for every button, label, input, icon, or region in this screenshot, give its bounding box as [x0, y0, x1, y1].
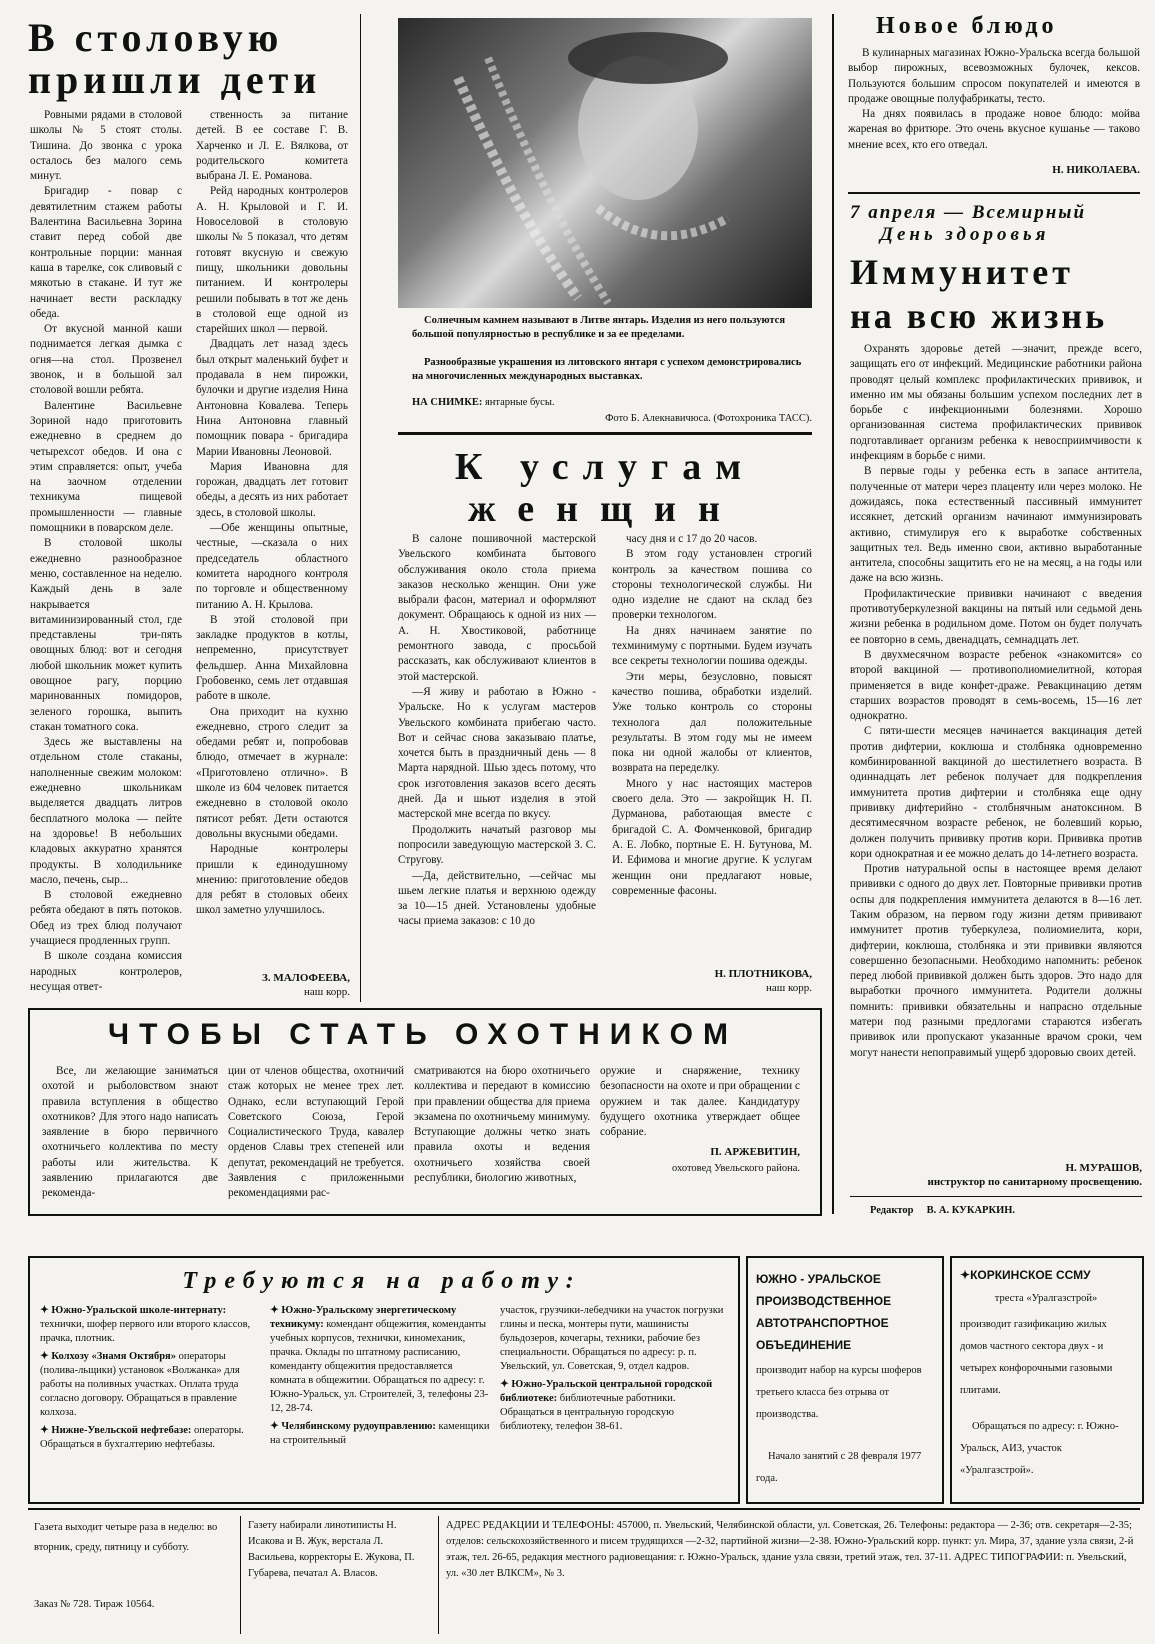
hunter-col-3: сматриваются на бюро охотничьего коллектива и передают в комиссию при правлении общества для приема экзамена по охотничьему минимуму. Вступающие должны четко знать правила охоты и ведения охотничьего хозяйства своей республики, биологию животных, — [414, 1065, 590, 1185]
job-org: ✦ Нижне-Увельской нефтебазе: — [40, 1425, 194, 1436]
amber-photo-illustration — [398, 18, 812, 308]
footer-rule — [28, 1508, 1140, 1510]
immunity-paragraph: Профилактические прививки начинают с введения противотуберкулезной вакцины на пятый или седьмой день жизни ребенка в родильном доме. Потом он будет получать ее повторно в семь, двенадцать, семнадцать лет. — [850, 587, 1142, 646]
dish-text — [848, 46, 1140, 158]
job-org: ✦ Колхозу «Знамя Октября» — [40, 1351, 179, 1362]
stolovaya-paragraph: В столовой ежедневно ребята обедают в пять потоков. Обед из трех блюд получают учащиеся продленных групп. — [30, 889, 182, 948]
photo-caption-2: Разнообразные украшения из литовского янтаря с успехом демонстрировались на многочисленных международных выставках. — [412, 357, 802, 382]
immunity-paragraph: Против натуральной оспы в настоящее время делают прививки с одного до двух лет. Повторные прививки против оспы для подкрепления иммунитета делаются в 8—16 лет. Таким образом, на первом году жизни детям прививают иммунитет против туберкулеза, полиомиелита, кори, дифтерии, коклюша, столбняка и эти прививки являются совершенно безопасными. Необходимо напомнить: ребенок перед любой прививкой должен быть здоров. Это надо для выработки прочного иммунитета. Родители должны помнить: прививки обязательны и напрасно отдельные матери под разными предлогами стараются избегать прививок или пропускают указанные врачом сроки, чем могут нанести непоправимый ущерб здоровью своих детей. — [850, 863, 1142, 1059]
job-listing — [270, 1420, 490, 1448]
immunity-paragraph: Охранять здоровье детей —значит, прежде всего, защищать его от инфекций. Медицинские работники района проводят целый комплекс профилактических прививок, и именно им мы обязаны большим успехом последних лет в борьбе с инфекционными болезнями. Хорошо организованная система профилактических прививок подготавливает организм ребенка к невосприимчивости к инфекциям в борьбе с ними. — [850, 343, 1142, 463]
job-listing — [40, 1424, 260, 1452]
footer-address: АДРЕС РЕДАКЦИИ И ТЕЛЕФОНЫ: 457000, п. Увельский, Челябинской области, ул. Советская, 26. Телефоны: редактора — 2-36; отв. секретаря—2-35; отделов: сельскохозяйственного и писем трудящихся —2-32, партийной жизни—2-38. Южно-Уральский корр. пункт: ул. Мира, 37, здание узла связи, 2-й этаж, тел. 26-65, редакция местного радиовещания: г. Южно-Уральск, здание узла связи, третий этаж, тел. 37-11. АДРЕС ТИПОГРАФИИ: п. Увельский, ул. «30 лет ВЛКСМ», № 3. — [446, 1520, 1134, 1579]
job-text: операторы (полива-льщики) установок «Волжанка» для работы на поливных участках. Оплата труда согласно договору. Обращаться в правление колхоза. — [40, 1351, 240, 1418]
women-paragraph: —Да, действительно, —сейчас мы шьем легкие платья и верхнюю одежду за 10—15 дней. Установлены удобные часы приема заказов: с 10 до — [398, 869, 596, 928]
auto-header-3: АВТОТРАНСПОРТНОЕ — [756, 1316, 889, 1330]
stolovaya-byline-role: наш корр. — [303, 986, 350, 998]
job-text: библиотечные работники. Обращаться в центральную городскую библиотеку, телефон 38-61. — [500, 1393, 676, 1432]
jobs-col-3 — [500, 1304, 728, 1496]
hunter-byline-role: охотовед Увельского района. — [672, 1163, 800, 1174]
immunity-paragraph: В первые годы у ребенка есть в запасе антитела, полученные от матери через плаценту или через молоко. Не дожидаясь, пока естественный пассивный иммунитет иссякнет, детский организм начинают иммунизировать активно, стимулируя его к выработке собственных защитных тел. Ведь именно свои, активно выработанные антитела, способны защитить его не на месяц, а на годы или даже на всю жизнь. — [850, 465, 1142, 585]
gas-header-text: КОРКИНСКОЕ ССМУ — [970, 1268, 1091, 1282]
stolovaya-paragraph: Народные контролеры пришли к единодушному мнению: приготовление обедов для ребят в столовых обеих школ заметно улучшилось. — [196, 843, 348, 917]
job-text: участок, грузчики-лебедчики на участок погрузки глины и песка, монтеры пути, машинисты бульдозеров, кочегары, техники, рабочие без специальности. Обращаться по адресу: р. п. Увельский, ул. Советская, 9, отдел кадров. — [500, 1305, 724, 1372]
photo-caption: Солнечным камнем называют в Литве янтарь. Изделия из него пользуются большой популярностью в республике и за ее пределами. — [412, 315, 786, 340]
footer-schedule: Газета выходит четыре раза в неделю: во вторник, среду, пятницу и субботу. — [34, 1522, 218, 1553]
women-title-2: женщин — [468, 488, 742, 530]
dish-paragraph: В кулинарных магазинах Южно-Уральска всегда большой выбор пирожных, всевозможных булочек, кексов. Пользуются большим спросом покупателей и имеются в продаже овощные полуфабрикаты, тесто. — [848, 47, 1140, 105]
auto-header — [756, 1268, 932, 1356]
job-org: ✦ Челябинскому рудоуправлению: — [270, 1421, 439, 1432]
women-paragraph: Много у нас настоящих мастеров своего дела. Это — закройщик Н. П. Дурманова, работающая вместе с бригадой С. А. Фомченковой, бригадир А. Е. Лобко, портные Е. Н. Бутунова, М. И. Ефимова и многие другие. К услугам женщин они предлагают новые, современные фасоны. — [612, 777, 812, 897]
dish-rule — [848, 192, 1140, 194]
immunity-paragraph: В двухмесячном возрасте ребенок «знакомится» со второй вакциной — противополиомиелитной, которая применяется в виде конфет-драже. Ревакцинацию детям старших возрастов проводят в семь-восемь, 15—16 лет однократно. — [850, 648, 1142, 723]
amber-beads-photo — [398, 18, 812, 308]
stolovaya-col-2 — [196, 108, 348, 958]
stolovaya-title-2: пришли дети — [28, 57, 322, 102]
stolovaya-title-1: В столовую — [28, 15, 284, 60]
gas-text-1: треста «Уралгазстрой» — [994, 1293, 1098, 1304]
hunter-col-1: Все, ли желающие заниматься охотой и рыболовством знают правила вступления в общество охотников? Для этого надо написать заявление в бюро первичного охотничьего коллектива по месту работы или жительства. К заявлению прилагаются две рекоменда- — [42, 1065, 218, 1200]
stolovaya-paragraph: Мария Ивановна для горожан, двадцать лет готовит обеды, а десять из них работает здесь, в столовой школы. — [196, 460, 348, 519]
stolovaya-paragraph: ственность за питание детей. В ее составе Г. В. Харченко и Л. Е. Вялкова, от родительского комитета выбрана Л. Е. Романова. — [196, 109, 348, 183]
job-listing — [40, 1304, 260, 1346]
stolovaya-paragraph: —Обе женщины опытные, честные, —сказала о них председатель областного комитета народного контроля по торговле и общественному питанию А. Н. Крылова. — [196, 522, 348, 611]
footer-divider-2 — [438, 1516, 439, 1634]
editor-label: Редактор — [870, 1205, 914, 1216]
editor-name: В. А. КУКАРКИН. — [926, 1205, 1016, 1216]
women-byline-name: Н. ПЛОТНИКОВА, — [714, 968, 812, 980]
stolovaya-paragraph: Здесь же выставлены на отдельном столе стаканы, наполненные свежим молоком: ежедневно школьникам выделяется двадцать литров бесплатного молока — пейте на здоровье! В небольших кладовых аккуратно хранятся продукты. В холодильнике масло, печень, сыр... — [30, 736, 182, 886]
job-text: операторы. Обращаться в бухгалтерию нефтебазы. — [40, 1425, 244, 1450]
photo-rule — [398, 432, 812, 435]
auto-header-1: ЮЖНО - УРАЛЬСКОЕ — [756, 1272, 881, 1286]
women-col-1 — [398, 532, 596, 1002]
job-text: комендант общежития, коменданты учебных корпусов, технички, киномеханик, прачка. Оклады по штатному расписанию, коменданту общежития предоставляется комната в общежитии. Обращаться по адресу: г. Южно-Уральск, ул. Строителей, 3, телефоны 23-12, 28-74. — [270, 1319, 489, 1414]
dish-paragraph: На днях появилась в продаже новое блюдо: мойва жареная во фритюре. Это очень вкусное кушанье — таково мнение всех, кто его отведал. — [848, 108, 1140, 151]
gas-header — [960, 1268, 1136, 1282]
hunter-byline-name: П. АРЖЕВИТИН, — [710, 1146, 800, 1158]
women-paragraph: На днях начинаем занятие по техминимуму с портными. Будем изучать все секреты технологии пошива одежды. — [612, 624, 812, 668]
job-org: ✦ Южно-Уральской центральной городской библиотеке: — [500, 1379, 713, 1404]
women-paragraph: —Я живу и работаю в Южно - Уральске. Но к услугам мастеров Увельского комбината прибегаю часто. Вот и сейчас снова заказываю платье, хочется быть в праздничный день — 8 Марта нарядной. Шью здесь потому, что срок изготовления заказов всего десять дней. Да и шьют изделия в этой мастерской мне всегда по вкусу. — [398, 685, 596, 821]
column-rule — [360, 14, 361, 1002]
women-title-1: К услугам — [454, 446, 756, 488]
women-paragraph: В салоне пошивочной мастерской Увельского комбината бытового обслуживания около стола приема заказов несколько женщин. Они уже выбрали фасон, материал и оформляют документ. Обращаюсь к одной из них — А. Н. Хвостиковой, работнице ремонтного завода, с просьбой рассказать, как обслуживают клиентов в этой мастерской. — [398, 533, 596, 683]
stolovaya-paragraph: Валентине Васильевне Зориной надо приготовить ежедневно в среднем до четырехсот обедов. И она с этим справляется: опыт, учеба на заочном отделении техникума пищевой промышленности — главные помощники в поварском деле. — [30, 399, 182, 535]
job-listing — [500, 1304, 728, 1374]
hunter-title: ЧТОБЫ СТАТЬ ОХОТНИКОМ — [108, 1018, 738, 1051]
immunity-text — [850, 342, 1142, 1160]
immunity-byline-role: инструктор по санитарному просвещению. — [927, 1176, 1142, 1188]
jobs-col-2 — [270, 1304, 490, 1496]
women-paragraph: Продолжить начатый разговор мы попросили заведующую мастерской З. С. Стругову. — [398, 823, 596, 867]
women-byline-role: наш корр. — [765, 982, 812, 994]
photo-credit: Фото Б. Алекнавичюса. (Фотохроника ТАСС). — [605, 413, 812, 424]
auto-header-4: ОБЪЕДИНЕНИЕ — [756, 1338, 852, 1352]
stolovaya-paragraph: В столовой школы ежедневно разнообразное меню, составленное на неделю. Каждый день в зале накрывается витаминизированный стол, где представлены три-пять овощных блюд: вот и сегодня любой школьник может купить овощное рагу, порцию маринованных помидоров, зеленого горошка, выпить стакан томатного сока. — [30, 537, 182, 733]
dish-title: Новое блюдо — [876, 13, 1058, 39]
job-listing — [500, 1378, 728, 1434]
jobs-col-1 — [40, 1304, 260, 1496]
on-photo-text: янтарные бусы. — [484, 397, 555, 408]
on-photo-label: НА СНИМКЕ: — [412, 397, 483, 408]
stolovaya-paragraph: Рейд народных контролеров А. Н. Крыловой и Г. И. Новоселовой в столовую школы № 5 показал, что детям готовят вкусную и свежую пищу, школьники довольны питанием. И контролеры решили побывать в тот же день в столовой еще одной из старейших школ — первой. — [196, 185, 348, 336]
immunity-title-1: Иммунитет — [850, 252, 1074, 292]
job-text: технички, шофер первого или второго классов, прачка, плотник. — [40, 1319, 251, 1344]
footer-divider-1 — [240, 1516, 241, 1634]
immunity-kicker-1: 7 апреля — Всемирный — [850, 202, 1087, 223]
gas-text-3: Обращаться по адресу: г. Южно-Уральск, АИЗ, участок «Уралгазстрой». — [960, 1421, 1119, 1476]
immunity-byline-name: Н. МУРАШОВ, — [1065, 1162, 1142, 1174]
dish-byline: Н. НИКОЛАЕВА. — [1052, 164, 1140, 176]
hunter-col-2: ции от членов общества, охотничий стаж которых не менее трех лет. Однако, если вступающий Герой Советского Союза, Герой Социалистического Труда, кавалер орденов Славы трех степеней или депутат, рекомендаций не требуется. Заявления с приложенными рекомендациями рас- — [228, 1065, 404, 1200]
job-org: ✦ Южно-Уральскому энергетическому техникуму: — [270, 1305, 457, 1330]
star-icon: ✦ — [960, 1268, 971, 1282]
auto-text: производит набор на курсы шоферов третьего класса без отрыва от производства. — [756, 1365, 922, 1420]
stolovaya-paragraph: В этой столовой при закладке продуктов в котлы, непременно, присутствует фельдшер. Анна Михайловна Гробовенко, семь лет отдавшая работе в школе. — [196, 613, 348, 703]
auto-header-2: ПРОИЗВОДСТВЕННОЕ — [756, 1294, 892, 1308]
women-paragraph: часу дня и с 17 до 20 часов. — [626, 533, 758, 545]
hunter-col-4: оружие и снаряжение, технику безопасности на охоте и при обращении с оружием и так далее. Кандидатуру будущего охотника утверждает общее собрание. — [600, 1065, 800, 1139]
stolovaya-paragraph: Ровными рядами в столовой школы № 5 стоят столы. Тишина. До звонка с урока осталось без малого семь минут. — [30, 109, 182, 183]
footer-typeset: Газету набирали линотиписты Н. Исакова и В. Жук, верстала Л. Васильева, корректоры Е. Жукова, П. Губарева, печатал А. Власов. — [248, 1520, 415, 1579]
stolovaya-paragraph: В школе создана комиссия народных контролеров, несущая ответ- — [30, 950, 182, 993]
footer-order: Заказ № 728. Тираж 10564. — [34, 1599, 155, 1610]
job-text: каменщики на строительный — [270, 1421, 490, 1446]
editor-line — [870, 1204, 1140, 1218]
gas-text-2: производит газификацию жилых домов частного сектора двух - и четырех конфорочными газовыми плитами. — [960, 1319, 1113, 1396]
jobs-title: Требуются на работу: — [182, 1268, 582, 1294]
immunity-title-2: на всю жизнь — [850, 296, 1108, 336]
women-paragraph: В этом году установлен строгий контроль за качеством пошива со стороны технологической службы. Ни одно изделие не сдают на склад без проверки технологом. — [612, 548, 812, 622]
women-paragraph: Эти меры, безусловно, повысят качество пошива, обработки изделий. Уже только контроль со стороны технолога дал положительные результаты. В этом году мы не имеем пока ни одной жалобы от клиентов, возврата на переделку. — [612, 670, 812, 775]
right-column-rule — [832, 14, 834, 1214]
photo-on-photo — [412, 396, 812, 410]
stolovaya-paragraph: Она приходит на кухню ежедневно, строго следит за обедами ребят и, попробовав блюдо, отмечает в журнале: «Приготовлено отлично». В школе из 604 человек питается ежедневно в столовой около пятисот ребят. Дети остаются довольны вкусными обедами. — [196, 705, 348, 840]
job-listing — [270, 1304, 490, 1416]
stolovaya-paragraph: От вкусной манной каши поднимается легкая дымка с огня—на стол. Прозвенел звонок, и в большой зал столовой вошли ребята. — [30, 323, 182, 397]
job-listing — [40, 1350, 260, 1420]
stolovaya-byline-name: З. МАЛОФЕЕВА, — [262, 972, 350, 984]
editor-rule — [850, 1196, 1142, 1197]
stolovaya-paragraph: Двадцать лет назад здесь был открыт маленький буфет и продавала в нем пирожки, булочки и другие изделия Нина Антоновна Ковалева. Теперь Нина Антоновна главный помощник повара - бригадира Марии Ивановны Леоновой. — [196, 338, 348, 458]
immunity-paragraph: С пяти-шести месяцев начинается вакцинация детей против дифтерии, коклюша и столбняка одновременно комбинированной вакциной до шестилетнего возраста. В одиннадцать лет ребенок получает для подкрепления иммунитета против дифтерии и столбняка еще одну прививку дифтерийно - столбнячным анатоксином. В десятимесячном возрасте ребенок, не болевший корью, должен получить прививку против кори. Прививка против кори однократная и ее можно делать до 14-летнего возраста. — [850, 725, 1142, 860]
women-col-2 — [612, 532, 812, 962]
job-org: ✦ Южно-Уральской школе-интернату: — [40, 1305, 227, 1316]
stolovaya-paragraph: Бригадир - повар с девятилетним стажем работы Валентина Васильевна Зорина ставит перед собой две контрольные порции: манная каша в тарелке, сок сливовый с мякотью в стакане. И тут же начинает вести раскладку обеда. — [30, 185, 182, 320]
auto-start: Начало занятий с 28 февраля 1977 года. — [756, 1451, 922, 1484]
stolovaya-col-1 — [30, 108, 182, 998]
immunity-kicker-2: День здоровья — [880, 224, 1050, 245]
